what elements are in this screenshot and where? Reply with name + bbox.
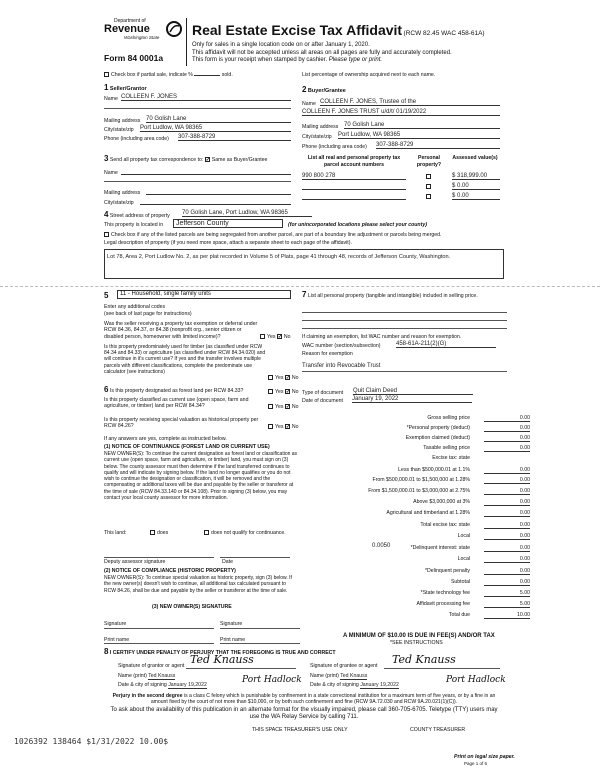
q1-no-label: No (283, 334, 291, 340)
tax-row-value[interactable]: 0.00 (484, 510, 530, 517)
tax-row (350, 477, 530, 485)
tax-row-label: Exemption claimed (deduct) (405, 435, 470, 441)
legal-paper-note: Print on legal size paper. (454, 754, 515, 760)
compliance-body: NEW OWNER(S): To continue special valuation as historic property, sign (3) below. If the new owner(s) doesn't wish to continue, all additional tax calculated pursuant to RCW 84.26, shall be due and payable by the seller or transferor at the time of sale. (104, 575, 292, 594)
page-number: Page 1 of 6 (464, 761, 488, 766)
parcel-number-2[interactable] (302, 183, 406, 190)
tax-row-value[interactable]: 0.00 (484, 579, 530, 586)
dor-logo (104, 18, 186, 41)
seller-phone-field[interactable]: 307-388-8729 (178, 134, 291, 141)
tax-row-value[interactable]: 0.00 (484, 522, 530, 529)
additional-codes-label: Enter any additional codes (104, 304, 166, 310)
seller-phone-label: Phone (including area code) (104, 136, 169, 142)
buyer-name-field-1[interactable]: COLLEEN F. JONES, Trustee of the (320, 99, 500, 106)
treasurer-use-label: THIS SPACE TREASURER'S USE ONLY (252, 727, 348, 733)
seller-section (104, 83, 147, 93)
q2-no-label: No (291, 375, 299, 381)
tax-row-value[interactable]: 5.00 (484, 601, 530, 608)
doc-type-label: Type of document (302, 390, 344, 396)
forest-yes-label: Yes (275, 389, 284, 395)
grantor-name-label: Name (print) (118, 673, 147, 679)
tax-row-label: From $1,500,000.01 to $3,000,000 at 2.75% (368, 488, 470, 494)
seller-mailing-field[interactable]: 70 Golish Lane (146, 116, 291, 123)
personal-property-col-header: Personal property? (416, 155, 442, 168)
tax-row-label: Local (457, 556, 470, 562)
header-sub1: Only for sales in a single location code on or after January 1, 2020. (192, 42, 370, 48)
county-select[interactable]: Jefferson County (173, 219, 283, 228)
tax-row-label: *Delinquent penalty (425, 568, 470, 574)
tax-row-label: From $500,000.01 to $1,500,000 at 1.28% (372, 477, 470, 483)
buyer-name-field-2[interactable]: COLLEEN F. JONES TRUST u/d/t/ 01/19/2022 (302, 109, 500, 116)
buyer-phone-field[interactable]: 307-388-8729 (376, 142, 500, 149)
section-7-number: 7 (302, 290, 307, 299)
legal-desc-box[interactable]: Lot 78, Area 2, Port Ludlow No. 2, as per plat recorded in Volume 5 of Plats, page 41 through 48, records of Jefferson County, Washington. (104, 249, 504, 279)
current-use-no-checkbox[interactable] (285, 404, 290, 409)
timber-question: Is this property predominately used for timber (as classified under RCW 84.34 and 84.33) or agriculture (as classified under RCW 84.34.020) and will continue in it's current use? If yes and the transfer involves multiple parcels with different classifications, complete the predominate use calculator (see instructions) (104, 344, 266, 375)
tax-row-label: *Personal property (deduct) (406, 425, 470, 431)
corr-city-label: City/state/zip (104, 200, 134, 206)
tax-row-label: Local (457, 533, 470, 539)
current-use-question: Is this property classified as current use (open space, farm and agriculture, or timber) land per RCW 84.34? (104, 397, 249, 410)
seller-city-field[interactable]: Port Ludlow, WA 98365 (140, 125, 291, 132)
doc-date-label: Date of document (302, 398, 343, 404)
tax-row (350, 579, 530, 587)
dept-line1: Department of (114, 18, 146, 24)
exemption-question: Was the seller receiving a property tax exemption or deferral under RCW 84.36, 84.37, or 84.38 (nonprofit org., senior citizen or disabled person, homeowner with limited income)? (104, 321, 258, 340)
segregated-label: Check box if any of the listed parcels are being segregated from another parcel, are part of a boundary line adjustment or parcels being merged. (111, 232, 442, 238)
grantee-name-field[interactable]: Ted Knauss (340, 673, 368, 679)
exemption-note: If claiming an exemption, list WAC number and reason for exemption. (302, 334, 462, 340)
section-4-number: 4 (104, 210, 109, 219)
seller-heading: Seller/Grantor (109, 86, 147, 92)
buyer-phone-label: Phone (including area code) (302, 144, 367, 150)
q1-no-checkbox[interactable] (277, 334, 282, 339)
same-as-buyer-checkbox[interactable] (205, 157, 210, 162)
q2-yes-checkbox[interactable] (268, 375, 273, 380)
grantor-date-field[interactable]: January 19,2022 (168, 682, 207, 688)
see-instructions-note: *SEE INSTRUCTIONS (390, 640, 443, 646)
q2-yes-label: Yes (275, 375, 284, 381)
perjury-bold: Perjury in the second degree (112, 693, 183, 699)
form-title: Real Estate Excise Tax Affidavit (192, 22, 403, 38)
does-not-label: does not qualify for continuance. (211, 530, 286, 536)
grantor-signature-label: Signature of grantor or agent (118, 663, 185, 669)
historic-no-label: No (291, 424, 299, 430)
corr-mailing-field[interactable] (146, 188, 291, 195)
seller-name-label: Name (104, 96, 118, 102)
local-rate-field[interactable]: 0.0050 (372, 543, 391, 549)
street-label: Street address of property (109, 213, 170, 219)
q1-yes-checkbox[interactable] (260, 334, 265, 339)
tax-row-label: Agricultural and timberland at 1.28% (386, 510, 470, 516)
tax-row-label: Above $3,000,000 at 3% (413, 499, 470, 505)
tax-row-label: *State technology fee (420, 590, 470, 596)
tax-row-label: Total excise tax: state (420, 522, 470, 528)
section-5-number: 5 (104, 291, 109, 300)
assessed-value-3[interactable]: $ 0.00 (452, 193, 500, 200)
seller-name-field[interactable]: COLLEEN F. JONES (121, 94, 291, 101)
tax-row-value[interactable]: 0.00 (484, 477, 530, 484)
forest-no-checkbox[interactable] (285, 389, 290, 394)
partial-sale-pct-field[interactable] (194, 75, 220, 76)
grantee-date-label: Date & city of signing (310, 682, 359, 688)
same-as-buyer-label: Same as Buyer/Grantee (211, 157, 268, 163)
current-use-yes-label: Yes (275, 404, 284, 410)
tax-row (350, 568, 530, 576)
buyer-city-label: City/state/zip (302, 134, 332, 140)
parcel-col-header: List all real and personal property tax parcel account numbers (307, 155, 401, 168)
tax-row (350, 601, 530, 609)
forest-no-label: No (291, 389, 299, 395)
tax-row (350, 467, 530, 475)
grantee-signature-label: Signature of grantee or agent (310, 663, 378, 669)
wac-label: WAC number (section/subsection) (302, 343, 381, 349)
this-land-label: This land: (104, 530, 127, 536)
doc-date-field[interactable]: January 19, 2022 (352, 396, 472, 403)
current-use-no-label: No (291, 404, 299, 410)
legal-desc-label: Legal description of property (if you need more space, attach a separate sheet to each page of the affidavit). (104, 240, 352, 246)
section-2-number: 2 (302, 85, 307, 94)
grantor-signature: Ted Knauss (190, 653, 254, 666)
tax-row (350, 533, 530, 541)
tax-row-label: Taxable selling price (423, 445, 470, 451)
tax-row (350, 435, 530, 443)
doc-type-field[interactable]: Quit Claim Deed (353, 388, 473, 395)
continuance-title: (1) NOTICE OF CONTINUANCE (FOREST LAND OR CURRENT USE) (104, 444, 270, 450)
forest-yes-checkbox[interactable] (268, 389, 273, 394)
perjury-text: is a class C felony which is punishable by confinement in a state correctional institution for a maximum term of five years, or by a fine in an amount fixed by the court of not more than $10,000, or by both such confinement and fine (RCW 9A.72.030 and RCW 9A.20.021(1)(C)). (150, 693, 496, 706)
segregated-checkbox[interactable] (104, 232, 109, 237)
section-8-number: 8 (104, 647, 109, 656)
forest-question: Is this property designated as forest land per RCW 84.33? (109, 388, 244, 394)
compliance-title: (2) NOTICE OF COMPLIANCE (HISTORIC PROPERTY) (104, 568, 236, 574)
tax-row (350, 590, 530, 598)
section-3-number: 3 (104, 154, 109, 163)
tax-row-value[interactable]: 5.00 (484, 590, 530, 597)
tax-row (350, 612, 530, 620)
tax-row-value[interactable]: 0.00 (484, 556, 530, 563)
does-not-checkbox[interactable] (204, 530, 209, 535)
buyer-mailing-label: Mailing address (302, 124, 339, 130)
tax-row-value[interactable]: 0.00 (484, 467, 530, 474)
sold-label: sold. (221, 72, 233, 78)
new-owner-signature-label-2: Signature (220, 621, 243, 627)
if-any-note: If any answers are yes, complete as instructed below. (104, 436, 227, 442)
grantee-city-handwritten: Port Hadlock (446, 675, 506, 685)
does-checkbox[interactable] (150, 530, 155, 535)
header-sub3: This form is your receipt when stamped by cashier. (192, 57, 329, 63)
does-label: does (157, 530, 169, 536)
tax-row-value[interactable]: 0.00 (484, 425, 530, 432)
dor-swirl-icon (166, 20, 182, 38)
tax-row-value[interactable]: 0.00 (484, 499, 530, 506)
new-owner-signature-label-1: Signature (104, 621, 127, 627)
grantor-city-handwritten: Port Hadlock (242, 675, 302, 685)
continuance-body: NEW OWNER(S): To continue the current designation as forest land or classification as current use (open space, farm and agriculture, or timber) land, you must sign on (3) below. The county assessor must then determine if the land transferred continues to qualify and will indicate by signing below. If the land no longer qualifies or you do not wish to continue the designation or classification, it will be removed and the compensating or additional taxes will be due and payable by the seller or transferor at the time of sale (RCW 84.33.140 or 84.34.108). Prior to signing (3) below, you may contact your local county assessor for more information. (104, 451, 298, 502)
land-use-code-select[interactable]: 11 - Household, single family units (117, 290, 291, 299)
seller-city-label: City/state/zip (104, 127, 134, 133)
buyer-mailing-field[interactable]: 70 Golish Lane (344, 122, 500, 129)
historic-yes-label: Yes (275, 424, 284, 430)
personal-property-checkbox-3[interactable] (426, 194, 431, 199)
street-field[interactable]: 70 Golish Lane, Port Ludlow, WA 98365 (182, 210, 312, 217)
corr-mailing-label: Mailing address (104, 190, 141, 196)
tax-row-value[interactable]: 0.00 (484, 533, 530, 540)
tax-row (350, 522, 530, 530)
located-label: This property is located in (104, 222, 164, 228)
correspondence-section (104, 154, 267, 164)
tax-row-value[interactable]: 0.00 (484, 445, 530, 452)
tax-row-value[interactable]: 0.00 (484, 545, 530, 552)
historic-no-checkbox[interactable] (285, 424, 290, 429)
personal-property-checkbox-1[interactable] (426, 174, 431, 179)
ownership-note: List percentage of ownership acquired next to each name. (302, 72, 436, 78)
grantee-name-label: Name (print) (310, 673, 339, 679)
corr-city-field[interactable] (140, 198, 291, 205)
dept-line2: Revenue (104, 23, 150, 36)
personal-property-label: List all personal property (tangible and intangible) included in selling price. (307, 293, 478, 299)
tax-row (350, 415, 530, 423)
tax-row-label: Subtotal (450, 579, 470, 585)
tax-row-value[interactable]: 0.00 (484, 488, 530, 495)
section-6-number: 6 (104, 385, 109, 394)
corr-name-field[interactable] (121, 168, 291, 175)
tax-row-value[interactable]: 0.00 (484, 415, 530, 422)
grantor-date-label: Date & city of signing (118, 682, 167, 688)
unincorporated-note: (for unincorporated locations please select your county) (288, 222, 427, 228)
tax-row (350, 499, 530, 507)
corr-name-label: Name (104, 170, 118, 176)
tax-row-label: Gross selling price (427, 415, 470, 421)
tax-row (350, 445, 530, 453)
buyer-heading: Buyer/Grantee (307, 88, 346, 94)
see-back-note: (see back of last page for instructions) (104, 311, 192, 317)
tax-row (350, 488, 530, 496)
buyer-city-field[interactable]: Port Ludlow, WA 98365 (338, 132, 500, 139)
buyer-name-label: Name (302, 101, 316, 107)
assessed-value-col-header: Assessed value(s) (452, 155, 498, 161)
form-number: Form 84 0001a (104, 53, 164, 63)
assessed-value-1[interactable]: $ 318,999.00 (452, 173, 500, 180)
cashier-stamp: 1026392 138464 $1/31/2022 10.00$ (14, 737, 169, 746)
grantee-date-field[interactable]: January 19,2022 (360, 682, 399, 688)
q1-yes-label: Yes (267, 334, 276, 340)
correspondence-label: Send all property tax correspondence to: (109, 157, 204, 163)
form-title-code: (RCW 82.45 WAC 458-61A) (403, 30, 485, 37)
new-owner-print-label-2: Print name (220, 637, 246, 643)
tax-row-label: Less than $500,000.01 at 1.1% (398, 467, 470, 473)
tax-row-label: Total due (448, 612, 470, 618)
tax-row-value[interactable]: 10.00 (484, 612, 530, 619)
tax-row-value[interactable]: 0.00 (484, 435, 530, 442)
reason-label: Reason for exemption (302, 351, 353, 357)
buyer-section (302, 85, 346, 95)
tax-row-label: *Delinquent interest: state (410, 545, 470, 551)
q2-no-checkbox[interactable] (285, 375, 290, 380)
tax-row-label: Excise tax: state (432, 455, 470, 461)
tax-row (350, 510, 530, 518)
dept-line3: Washington State (124, 35, 160, 41)
historic-yes-checkbox[interactable] (268, 424, 273, 429)
tax-row-value[interactable]: 0.00 (484, 568, 530, 575)
tax-row (350, 455, 530, 463)
header-sub2: This affidavit will not be accepted unless all areas on all pages are fully and accurately completed. (192, 49, 452, 56)
seller-mailing-label: Mailing address (104, 118, 141, 124)
tax-row (350, 556, 530, 564)
parcel-number-3[interactable] (302, 193, 406, 200)
wac-field[interactable]: 458-61A-211(2)(G) (396, 341, 496, 348)
alt-format-note: To ask about the availability of this publication in an alternate format for the visually impaired, please call 360-705-6705. Teletype (TTY) users may use the WA Relay Service by calling 711. (110, 707, 498, 720)
current-use-yes-checkbox[interactable] (268, 404, 273, 409)
grantor-name-field[interactable]: Ted Knauss (148, 673, 176, 679)
partial-sale-label: Check box if partial sale, indicate % (111, 72, 193, 78)
certify-statement: I CERTIFY UNDER PENALTY OF PERJURY THAT THE FOREGOING IS TRUE AND CORRECT (109, 650, 336, 656)
deputy-signature-label: Deputy assessor signature (104, 559, 166, 565)
tax-row-label: Affidavit processing fee (416, 601, 470, 607)
deputy-date-label: Date (222, 559, 233, 565)
parcel-number-1[interactable]: 990 800 278 (302, 173, 406, 180)
historic-question: Is this property receiving special valuation as historical property per RCW 84.26? (104, 417, 259, 430)
section-1-number: 1 (104, 83, 109, 92)
new-owner-print-label-1: Print name (104, 637, 130, 643)
minimum-due-note: A MINIMUM OF $10.00 IS DUE IN FEE(S) AND/OR TAX (343, 633, 495, 639)
tax-row (350, 425, 530, 433)
county-treasurer-label: COUNTY TREASURER (410, 727, 466, 733)
grantee-signature: Ted Knauss (392, 653, 456, 666)
partial-sale-checkbox[interactable] (104, 72, 109, 77)
reason-field[interactable]: Transfer into Revocable Trust (302, 363, 381, 369)
new-owner-sig-title: (3) NEW OWNER(S) SIGNATURE (152, 604, 232, 610)
assessed-value-2[interactable]: $ 0.00 (452, 183, 500, 190)
header-sub3-italic: Please type or print. (328, 57, 383, 63)
personal-property-checkbox-2[interactable] (426, 184, 431, 189)
